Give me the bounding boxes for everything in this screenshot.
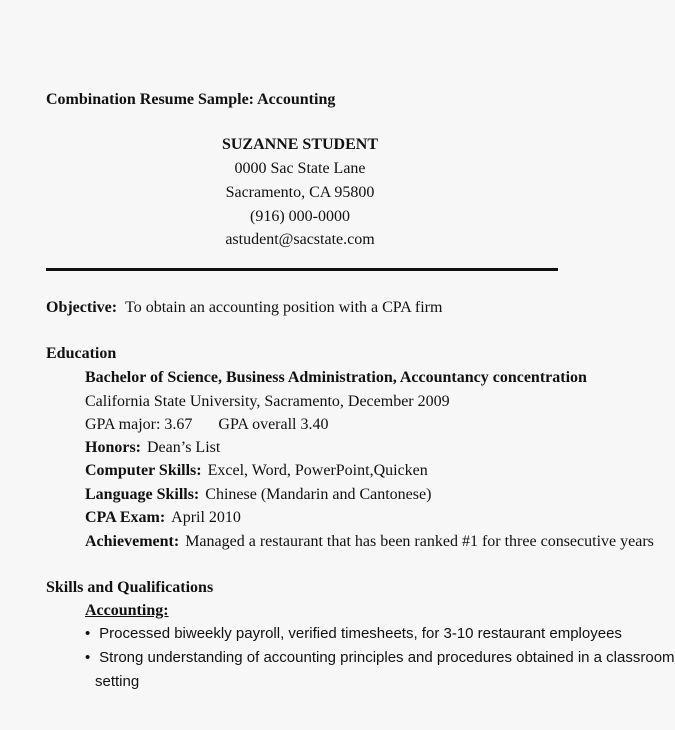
honors-label: Honors: [85, 439, 141, 456]
bullet-text: Strong understanding of accounting principles and procedures obtained in a classroom [99, 649, 675, 666]
candidate-name: SUZANNE STUDENT [221, 136, 379, 153]
objective-text: To obtain an accounting position with a CPA firm [125, 299, 443, 316]
list-item [85, 648, 675, 668]
achievement-row [85, 532, 654, 552]
honors-value: Dean’s List [147, 439, 221, 456]
bullet-text: Processed biweekly payroll, verified timesheets, for 3-10 restaurant employees [99, 625, 622, 642]
objective-row [46, 298, 442, 318]
city-line: Sacramento, CA 95800 [225, 184, 375, 201]
phone-line: (916) 000-0000 [250, 208, 350, 225]
gpa-major: GPA major: 3.67 [85, 416, 193, 433]
school-line: California State University, Sacramento, December 2009 [85, 393, 450, 410]
language-skills-value: Chinese (Mandarin and Cantonese) [205, 486, 432, 503]
cpa-exam-value: April 2010 [171, 509, 241, 526]
achievement-value: Managed a restaurant that has been ranked #1 for three consecutive years [185, 533, 654, 550]
language-skills-row [85, 485, 431, 505]
accounting-subheading: Accounting: [85, 602, 169, 619]
education-heading: Education [46, 345, 117, 362]
language-skills-label: Language Skills: [85, 486, 200, 503]
computer-skills-value: Excel, Word, PowerPoint,Quicken [207, 462, 428, 479]
bullet-continuation: setting [95, 673, 140, 690]
bullet-icon: • [85, 649, 91, 666]
gpa-overall: GPA overall 3.40 [218, 416, 329, 433]
cpa-exam-label: CPA Exam: [85, 509, 166, 526]
bullet-icon: • [85, 625, 91, 642]
achievement-label: Achievement: [85, 533, 180, 550]
degree-line: Bachelor of Science, Business Administration, Accountancy concentration [85, 369, 587, 386]
list-item [85, 624, 622, 644]
computer-skills-row [85, 461, 428, 481]
computer-skills-label: Computer Skills: [85, 462, 202, 479]
document-title: Combination Resume Sample: Accounting [46, 91, 336, 108]
cpa-exam-row [85, 508, 241, 528]
gpa-row [85, 415, 329, 435]
objective-label: Objective: [46, 299, 118, 316]
honors-row [85, 438, 220, 458]
address-line: 0000 Sac State Lane [234, 160, 366, 177]
email-line: astudent@sacstate.com [225, 231, 375, 248]
skills-heading: Skills and Qualifications [46, 579, 214, 596]
header-divider [46, 268, 558, 271]
